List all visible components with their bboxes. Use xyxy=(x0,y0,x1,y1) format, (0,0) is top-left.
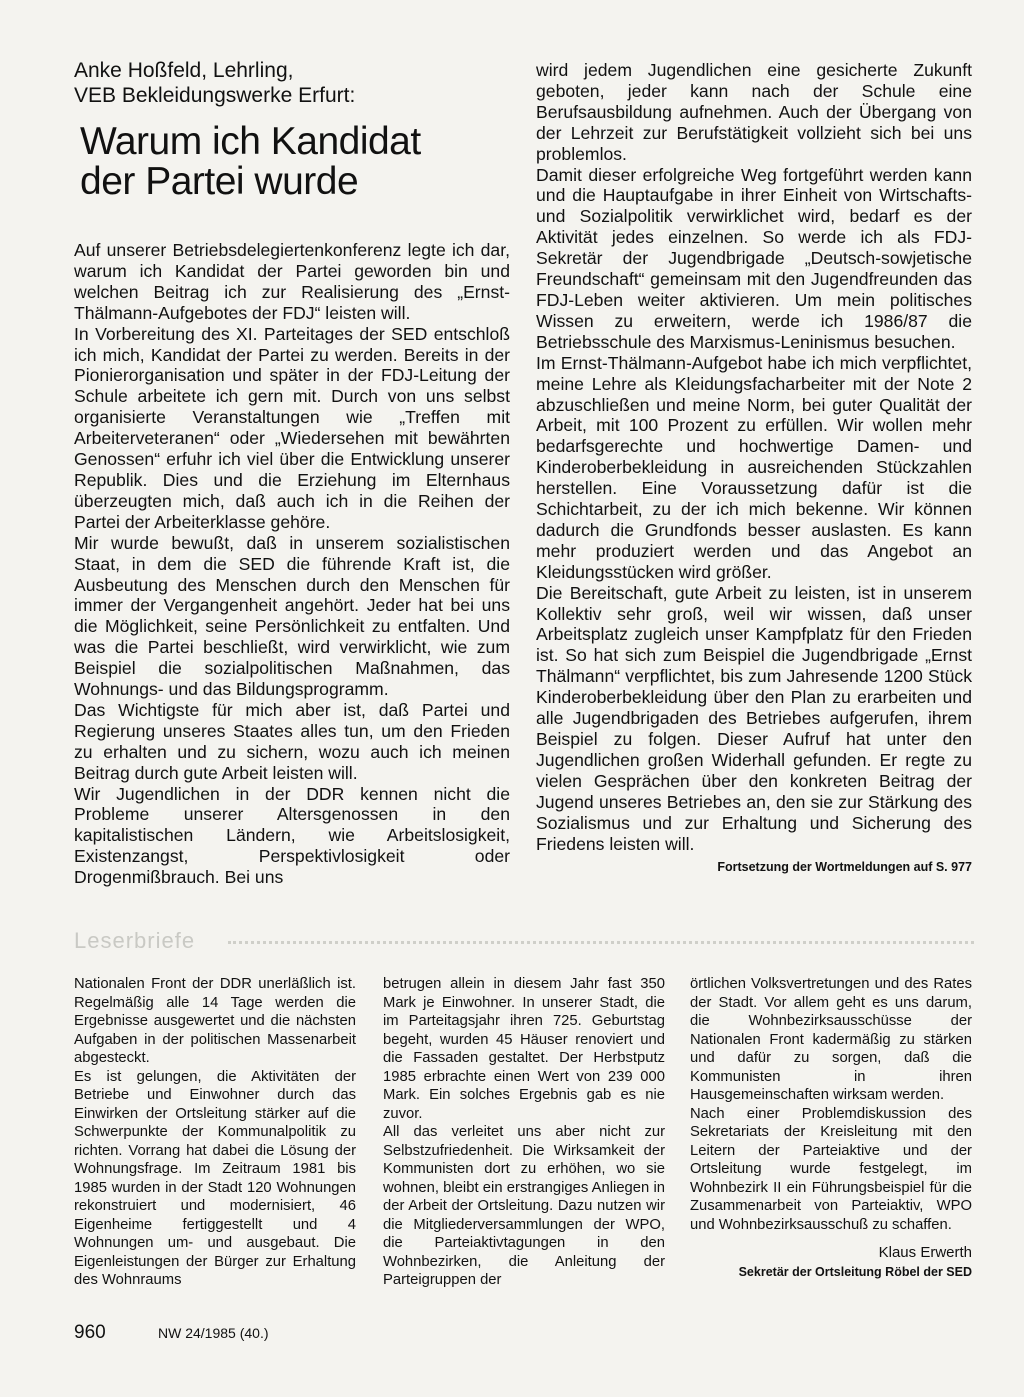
issue-label: NW 24/1985 (40.) xyxy=(158,1325,269,1341)
author-organization: VEB Bekleidungswerke Erfurt: xyxy=(74,84,356,107)
article-left-column xyxy=(74,58,510,888)
article-paragraph: Mir wurde bewußt, daß in unserem sozialistischen Staat, in dem die SED die führende Kraft ist, die Ausbeutung des Menschen durch den Menschen für immer der Vergangenheit angehört. Jeder hat bei uns die Möglichkeit, seine Persönlichkeit zu entfalten. Und was die Partei beschließt, wird verwirklicht, wie zum Beispiel die sozialpolitischen Maßnahmen, das Wohnungs- und das Bildungsprogramm. xyxy=(74,532,510,700)
article-paragraph: wird jedem Jugendlichen eine gesicherte Zukunft geboten, jeder kann nach der Schule eine Berufsausbildung aufnehmen. Auch der Übergang von der Lehrzeit zur Berufstätigkeit vollzieht sich bei uns problemlos. xyxy=(536,60,972,164)
letter-column-3 xyxy=(690,975,972,1279)
article-paragraph: Wir Jugendlichen in der DDR kennen nicht die Probleme unserer Altersgenossen in den kapitalistischen Ländern, wie Arbeitslosigkeit, Existenzangst, Perspektivlosigkeit oder Drogenmißbrauch. Bei uns xyxy=(74,783,510,888)
headline-line-2: der Partei wurde xyxy=(80,160,359,203)
article-paragraph: Auf unserer Betriebsdelegiertenkonferenz legte ich dar, warum ich Kandidat der Partei geworden bin und welchen Beitrag ich zur Realisierung des „Ernst-Thälmann-Aufgebotes der FDJ“ leisten will. xyxy=(74,240,510,323)
letter-paragraph: All das verleitet uns aber nicht zur Selbstzufriedenheit. Die Wirksamkeit der Kommunisten dort zu erhöhen, wo sie wohnen, bleibt ein erstrangiges Anliegen in der Arbeit der Ortsleitung. Dazu nutzen wir die Mitgliederversammlungen der WPO, die Parteiaktivtagungen in den Wohnbezirken, die Anleitung der Parteigruppen der xyxy=(383,1124,665,1288)
continuation-note: Fortsetzung der Wortmeldungen auf S. 977 xyxy=(717,860,972,875)
article-paragraph: In Vorbereitung des XI. Parteitages der SED entschloß ich mich, Kandidat der Partei zu werden. Bereits in der Pionierorganisation und später in der FDJ-Leitung der Schule arbeitete ich gern mit. Durch von uns selbst organisierte Veranstaltungen wie „Treffen mit Arbeiterveteranen“ oder „Wiedersehen mit bewährten Genossen“ erfuhr ich viel über die Entwicklung unserer Republik. Dies und die Erziehung im Elternhaus überzeugten mich, daß auch ich in die Reihen der Partei der Arbeiterklasse gehöre. xyxy=(74,323,510,532)
article-body-left xyxy=(74,240,510,888)
letter-column-2 xyxy=(383,975,665,1290)
headline-line-1: Warum ich Kandidat xyxy=(80,120,421,163)
page-number: 960 xyxy=(74,1322,106,1343)
section-divider xyxy=(228,941,974,944)
article-headline xyxy=(80,122,510,202)
article-body-right xyxy=(536,60,972,854)
article-paragraph: Die Bereitschaft, gute Arbeit zu leisten, ist in unserem Kollektiv sehr groß, weil wir wissen, daß unser Arbeitsplatz zugleich unser Kampfplatz für den Frieden ist. So hat sich zum Beispiel die Jugendbrigade „Ernst Thälmann“ verpflichtet, bis zum Jahresende 1200 Stück Kinderoberbekleidung über den Plan zu erarbeiten und alle Jugendbrigaden des Betriebes aufgerufen, ihrem Beispiel zu folgen. Dieser Aufruf hat unter den Jugendlichen großen Widerhall gefunden. Er regte zu vielen Gesprächen über den konkreten Beitrag der Jugend unseres Betriebes an, den sie zur Stärkung des Sozialismus und zur Erhaltung und Sicherung des Friedens leisten will. xyxy=(536,582,972,854)
letter-column-1 xyxy=(74,975,356,1290)
article-paragraph: Das Wichtigste für mich aber ist, daß Partei und Regierung unseres Staates alles tun, um den Frieden zu erhalten und zu sichern, wozu auch ich meinen Beitrag durch gute Arbeit leisten will. xyxy=(74,699,510,783)
letter-paragraph: Nach einer Problemdiskussion des Sekretariats der Kreisleitung mit den Leitern der Parteiaktive und der Ortsleitung wurde festgelegt, im Wohnbezirk II ein Führungsbeispiel für die Zusammenarbeit von Parteiaktiv, WPO und Wohnbezirksausschuß zu schaffen. xyxy=(690,1105,972,1233)
signature-name: Klaus Erwerth xyxy=(878,1244,972,1261)
section-label: Leserbriefe xyxy=(74,928,196,953)
article-paragraph: Damit dieser erfolgreiche Weg fortgeführt werden kann und die Hauptaufgabe in ihrer Einheit von Wirtschafts- und Sozialpolitik verwirklichet wird, bedarf es der Aktivität jedes einzelnen. So werde ich als FDJ-Sekretär der Jugendbrigade „Deutsch-sowjetische Freundschaft“ gemeinsam mit den Jugendfreunden das FDJ-Leben weiter aktivieren. Um mein politisches Wissen zu erweitern, werde ich 1986/87 die Betriebsschule des Marxismus-Leninismus besuchen. xyxy=(536,164,972,352)
article-paragraph: Im Ernst-Thälmann-Aufgebot habe ich mich verpflichtet, meine Lehre als Kleidungsfacharbeiter mit der Note 2 abzuschließen und meine Norm, bei guter Qualität der Arbeit, mit 100 Prozent zu erfüllen. Wir wollen mehr bedarfsgerechte und hochwertige Damen- und Kinderoberbekleidung in ausreichenden Stückzahlen herstellen. Eine Voraussetzung dafür ist die Schichtarbeit, zu der ich mich bekenne. Wir können dadurch die Grundfonds besser auslasten. Es kann mehr produziert werden und das Angebot an Kleidungsstücken wird größer. xyxy=(536,352,972,582)
letter-paragraph: Es ist gelungen, die Aktivitäten der Betriebe und Einwohner durch das Einwirken der Ortsleitung stärker auf die Schwerpunkte der Kommunalpolitik zu richten. Vorrang hat dabei die Lösung der Wohnungsfrage. Im Zeitraum 1981 bis 1985 wurden in der Stadt 120 Wohnungen rekonstruiert und modernisiert, 46 Eigenheime fertiggestellt und 4 Wohnungen um- und ausgebaut. Die Eigenleistungen der Bürger zur Erhaltung des Wohnraums xyxy=(74,1068,356,1288)
letter-paragraph: örtlichen Volksvertretungen und des Rates der Stadt. Vor allem geht es uns darum, die Wohnbezirksausschüsse der Nationalen Front kadermäßig zu stärken und dafür zu sorgen, daß die Kommunisten in ihren Hausgemeinschaften wirksam werden. xyxy=(690,976,972,1103)
author-name: Anke Hoßfeld, Lehrling, xyxy=(74,59,294,82)
letter-paragraph: Nationalen Front der DDR unerläßlich ist. Regelmäßig alle 14 Tage werden die Ergebnisse ausgewertet und die nächsten Aufgaben in der politischen Massenarbeit abgesteckt. xyxy=(74,976,356,1066)
article-right-column xyxy=(536,60,972,874)
letter-paragraph: betrugen allein in diesem Jahr fast 350 Mark je Einwohner. In unserer Stadt, die im Parteitagsjahr ihren 725. Geburtstag begeht, wurden 45 Häuser renoviert und die Fassaden gestaltet. Der Herbstputz 1985 erbrachte einen Wert von 239 000 Mark. Ein solches Ergebnis gab es nie zuvor. xyxy=(383,976,665,1122)
signature-role: Sekretär der Ortsleitung Röbel der SED xyxy=(738,1265,972,1279)
